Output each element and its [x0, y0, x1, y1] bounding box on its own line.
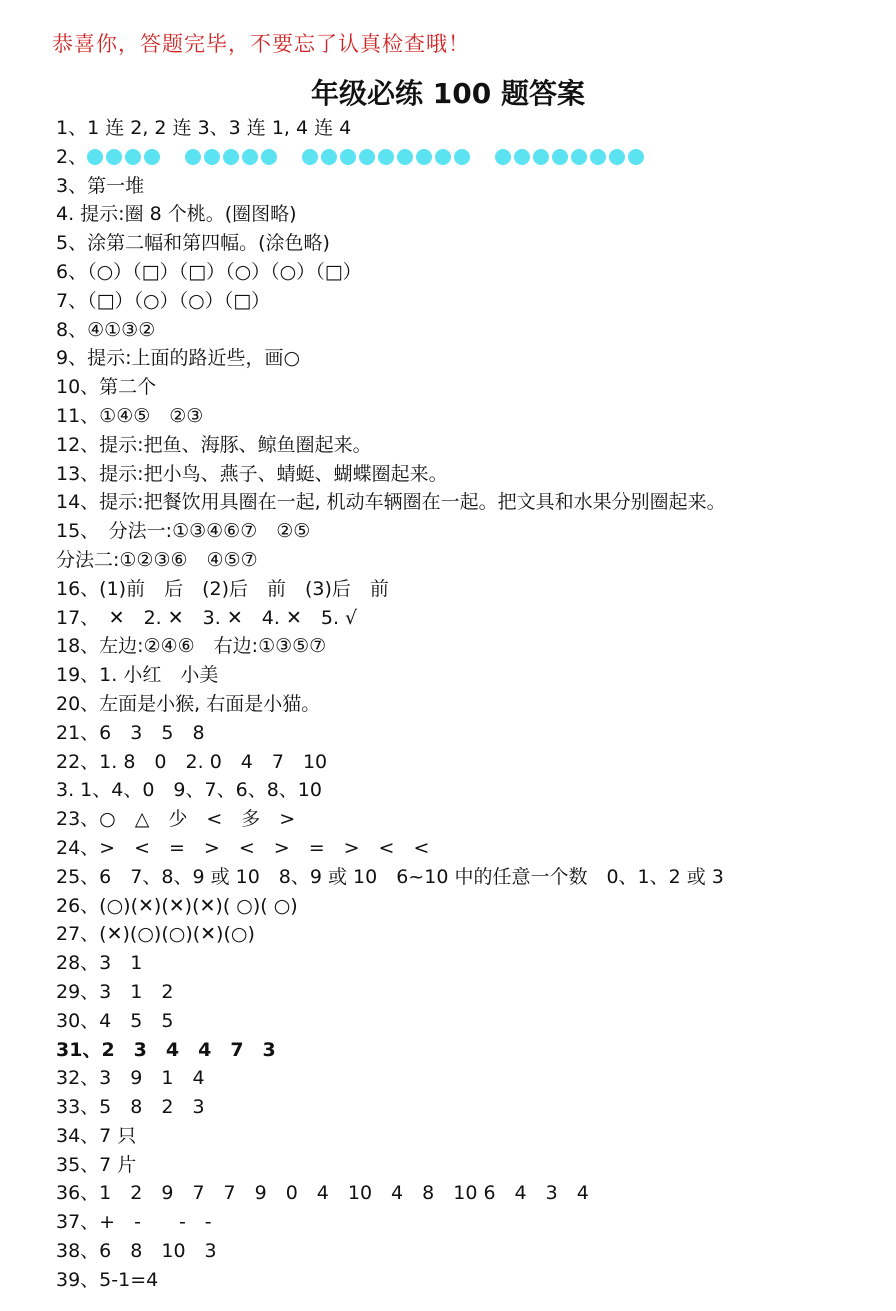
answer-text: 29、3 1 2: [56, 980, 174, 1003]
answer-text: 28、3 1: [56, 952, 143, 975]
answer-line: [56, 1036, 886, 1065]
answer-text: 31、2 3 4 4 7 3: [56, 1038, 276, 1061]
answer-line: [56, 287, 886, 316]
dot-icon: [495, 149, 511, 165]
dot-icon: [628, 149, 644, 165]
dot-icon: [302, 149, 318, 165]
answer-text: 1、1 连 2, 2 连 3、3 连 1, 4 连 4: [56, 117, 352, 139]
dot-icon: [514, 149, 530, 165]
answer-text: 6、（○）（□）（□）（○）（○）（□）: [56, 260, 362, 283]
answer-line: [56, 1093, 886, 1122]
answer-line: [56, 863, 886, 892]
answer-text: 15、 分法一:①③④⑥⑦ ②⑤: [56, 520, 311, 543]
answer-text: 7、（□）（○）（○）（□）: [56, 289, 271, 312]
answer-line: [56, 805, 886, 834]
answer-text: 16、(1)前 后 (2)后 前 (3)后 前: [56, 577, 389, 600]
dot-icon: [552, 149, 568, 165]
answer-text: 5、涂第二幅和第四幅。(涂色略): [56, 232, 330, 255]
answer-line: [56, 1237, 886, 1266]
dot-icon: [125, 149, 141, 165]
answer-line: [56, 632, 886, 661]
answer-line: [56, 834, 886, 863]
answer-text: 4. 提示:圈 8 个桃。(圈图略): [56, 203, 297, 226]
answer-text: 20、左面是小猴, 右面是小猫。: [56, 692, 321, 715]
answer-line: [56, 776, 886, 805]
answer-line: [56, 172, 886, 201]
answer-line: [56, 258, 886, 287]
answer-text: 34、7 只: [56, 1124, 137, 1147]
dot-icon: [321, 149, 337, 165]
answer-text: 9、提示:上面的路近些，画○: [56, 347, 301, 370]
answer-line: [56, 690, 886, 719]
answer-line: [56, 1208, 886, 1237]
dot-icon: [185, 149, 201, 165]
answer-text: 3、第一堆: [56, 174, 145, 197]
answer-text: 3. 1、4、0 9、7、6、8、10: [56, 779, 322, 802]
answer-line: [56, 114, 886, 143]
dot-icon: [359, 149, 375, 165]
answer-text: 38、6 8 10 3: [56, 1240, 217, 1263]
answer-text: 27、(✕)(○)(○)(✕)(○): [56, 923, 255, 946]
answer-text: 17、 ✕ 2. ✕ 3. ✕ 4. ✕ 5. √: [56, 606, 358, 629]
dot-icon: [435, 149, 451, 165]
answer-line: [56, 1266, 886, 1295]
answer-line: [56, 719, 886, 748]
answer-text: 36、1 2 9 7 7 9 0 4 10 4 8 10 6 4 3 4: [56, 1182, 589, 1205]
answer-line: [56, 373, 886, 402]
answer-text: 32、3 9 1 4: [56, 1067, 205, 1090]
answer-text: 23、○ △ 少 < 多 >: [56, 808, 296, 831]
dot-icon: [87, 149, 103, 165]
answer-text: 18、左边:②④⑥ 右边:①③⑤⑦: [56, 635, 327, 658]
answer-line: [56, 143, 886, 172]
answer-text: 33、5 8 2 3: [56, 1096, 205, 1119]
answer-line: [56, 517, 886, 546]
answer-line: [56, 920, 886, 949]
answer-text: 22、1. 8 0 2. 0 4 7 10: [56, 750, 328, 773]
answer-line: [56, 748, 886, 777]
answer-line: [56, 1064, 886, 1093]
answer-text: 8、④①③②: [56, 318, 156, 341]
dot-icon: [340, 149, 356, 165]
dot-icon: [223, 149, 239, 165]
dot-icon: [533, 149, 549, 165]
answer-list: [56, 114, 886, 1295]
answer-line: [56, 344, 886, 373]
dot-icon: [144, 149, 160, 165]
dot-icon: [590, 149, 606, 165]
answer-text: 分法二:①②③⑥ ④⑤⑦: [56, 548, 258, 571]
answer-text: 30、4 5 5: [56, 1009, 174, 1032]
answer-text: 12、提示:把鱼、海豚、鲸鱼圈起来。: [56, 433, 372, 456]
completion-banner: 恭喜你，答题完毕，不要忘了认真检查哦！: [52, 32, 470, 56]
answer-line: [56, 200, 886, 229]
answer-text: 35、7 片: [56, 1153, 137, 1176]
answer-text: 10、第二个: [56, 376, 157, 399]
answer-text: 26、(○)(✕)(✕)(✕)( ○)( ○): [56, 894, 298, 917]
dot-icon: [416, 149, 432, 165]
answer-line: [56, 892, 886, 921]
dot-icon: [397, 149, 413, 165]
dot-icon: [571, 149, 587, 165]
answer-line: [56, 229, 886, 258]
dot-icon: [242, 149, 258, 165]
answer-text: 37、+ - - -: [56, 1211, 212, 1234]
dot-icon: [204, 149, 220, 165]
answer-text: 39、5-1=4: [56, 1268, 159, 1291]
answer-line: [56, 460, 886, 489]
answer-line: [56, 1179, 886, 1208]
answer-line: [56, 661, 886, 690]
answer-line: [56, 1151, 886, 1180]
dot-icon: [378, 149, 394, 165]
answer-text: 19、1. 小红 小美: [56, 664, 219, 687]
dot-groups: [87, 143, 647, 172]
answer-line: [56, 949, 886, 978]
answer-text: 11、①④⑤ ②③: [56, 404, 204, 427]
answer-text: 14、提示:把餐饮用具圈在一起, 机动车辆圈在一起。把文具和水果分别圈起来。: [56, 491, 726, 514]
answer-line: [56, 402, 886, 431]
answer-line: [56, 575, 886, 604]
answer-text: 2、: [56, 145, 88, 168]
answer-line: [56, 1122, 886, 1151]
dot-icon: [454, 149, 470, 165]
answer-line: [56, 978, 886, 1007]
answer-text: 21、6 3 5 8: [56, 721, 205, 744]
dot-icon: [261, 149, 277, 165]
page-title: 年级必练 100 题答案: [311, 77, 585, 110]
answer-line: [56, 316, 886, 345]
answer-line: [56, 546, 886, 575]
answer-line: [56, 1007, 886, 1036]
answer-text: 25、6 7、8、9 或 10 8、9 或 10 6~10 中的任意一个数 0、1、2 或 3: [56, 865, 724, 888]
answer-line: [56, 431, 886, 460]
answer-line: [56, 488, 886, 517]
dot-icon: [106, 149, 122, 165]
answer-text: 13、提示:把小鸟、燕子、蜻蜓、蝴蝶圈起来。: [56, 462, 448, 485]
answer-text: 24、> < = > < > = > < <: [56, 836, 430, 859]
dot-icon: [609, 149, 625, 165]
answer-line: [56, 604, 886, 633]
